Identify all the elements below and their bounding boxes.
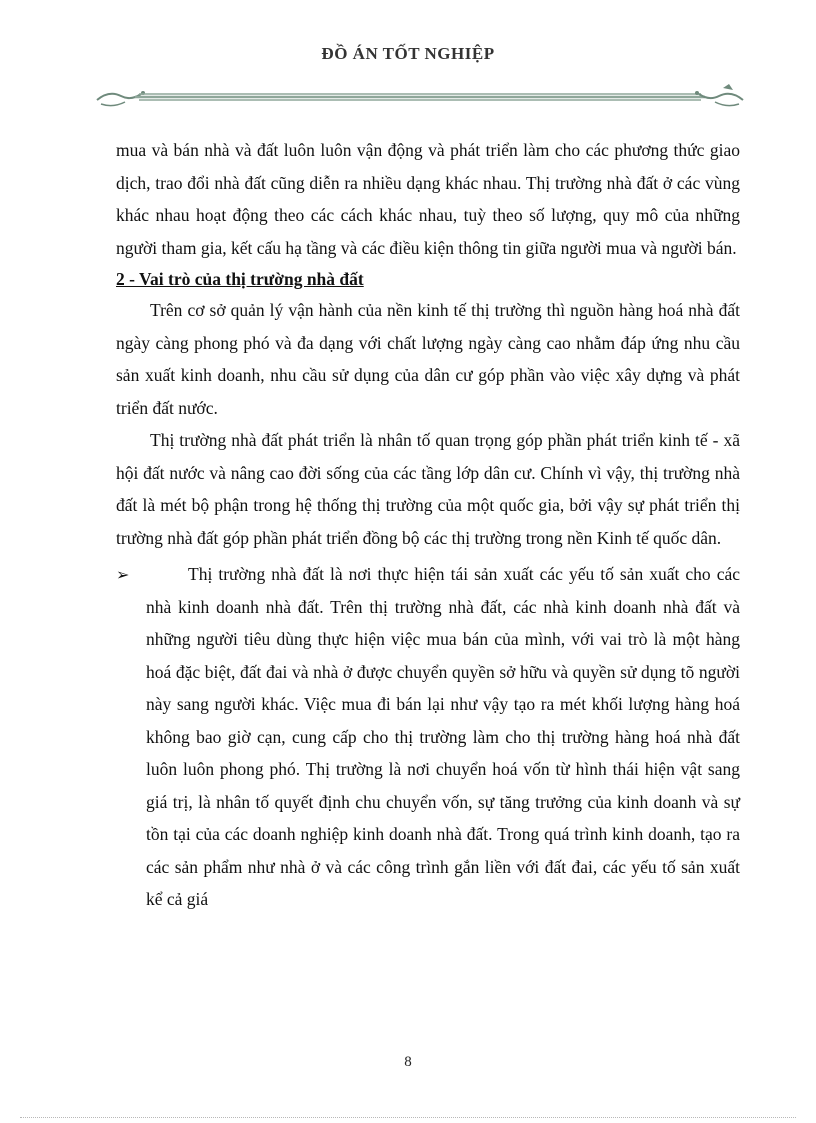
page-number: 8: [404, 1054, 412, 1070]
paragraph-intro: mua và bán nhà và đất luôn luôn vận động và phát triển làm cho các phương thức giao dịch, trao đổi nhà đất cũng diễn ra nhiều dạng khác nhau. Thị trường nhà đất ở các vùng khác nhau hoạt động theo các cách khác nhau, tuỳ theo số lượng, quy mô của những người tham gia, kết cấu hạ tầng và các điều kiện thông tin giữa người mua và người bán.: [116, 140, 740, 258]
ornamental-divider: [95, 82, 745, 112]
arrow-bullet-icon: ➢: [116, 567, 130, 584]
section-heading: 2 - Vai trò của thị trường nhà đất: [116, 269, 364, 289]
divider-left-flourish: [97, 91, 145, 106]
document-body: [116, 134, 740, 916]
bullet-item-text: Thị trường nhà đất là nơi thực hiện tái sản xuất các yếu tố sản xuất cho các nhà kinh doanh nhà đất. Trên thị trường nhà đất, các nhà kinh doanh nhà đất và những người tiêu dùng thực hiện việc mua bán của mình, với vai trò là một hàng hoá đặc biệt, đất đai và nhà ở được chuyển quyền sở hữu và quyền sử dụng tõ người này sang người khác. Việc mua đi bán lại như vậy tạo ra mét khối lượng hàng hoá không bao giờ cạn, cung cấp cho thị trường làm cho thị trường hàng hoá nhà đất luôn luôn phong phó. Thị trường là nơi chuyển hoá vốn từ hình thái hiện vật sang giá trị, là nhân tố quyết định chu chuyển vốn, sự tăng trưởng của kinh doanh và sự tồn tại của các doanh nghiệp kinh doanh nhà đất. Trong quá trình kinh doanh, tạo ra các sản phẩm như nhà ở và các công trình gắn liền với đất đai, các yếu tố sản xuất kể cả giá: [146, 564, 740, 909]
paragraph-role-2: Thị trường nhà đất phát triển là nhân tố quan trọng góp phần phát triển kinh tế - xã hội đất nước và nâng cao đời sống của các tầng lớp dân cư. Chính vì vậy, thị trường nhà đất là mét bộ phận trong hệ thống thị trường của một quốc gia, bởi vậy sự phát triển thị trường nhà đất góp phần phát triển đồng bộ các thị trường trong nền Kinh tế quốc dân.: [116, 430, 740, 548]
bullet-list-item: [116, 558, 740, 916]
page-bottom-edge: [20, 1117, 796, 1118]
page-header-title: ĐỒ ÁN TỐT NGHIỆP: [321, 44, 495, 63]
paragraph-role-1: Trên cơ sở quản lý vận hành của nền kinh tế thị trường thì nguồn hàng hoá nhà đất ngày càng phong phó và đa dạng với chất lượng ngày càng cao nhằm đáp ứng nhu cầu sản xuất kinh doanh, nhu cầu sử dụng của dân cư góp phần vào việc xây dựng và phát triển đất nước.: [116, 300, 740, 418]
divider-right-flourish: [695, 84, 743, 106]
